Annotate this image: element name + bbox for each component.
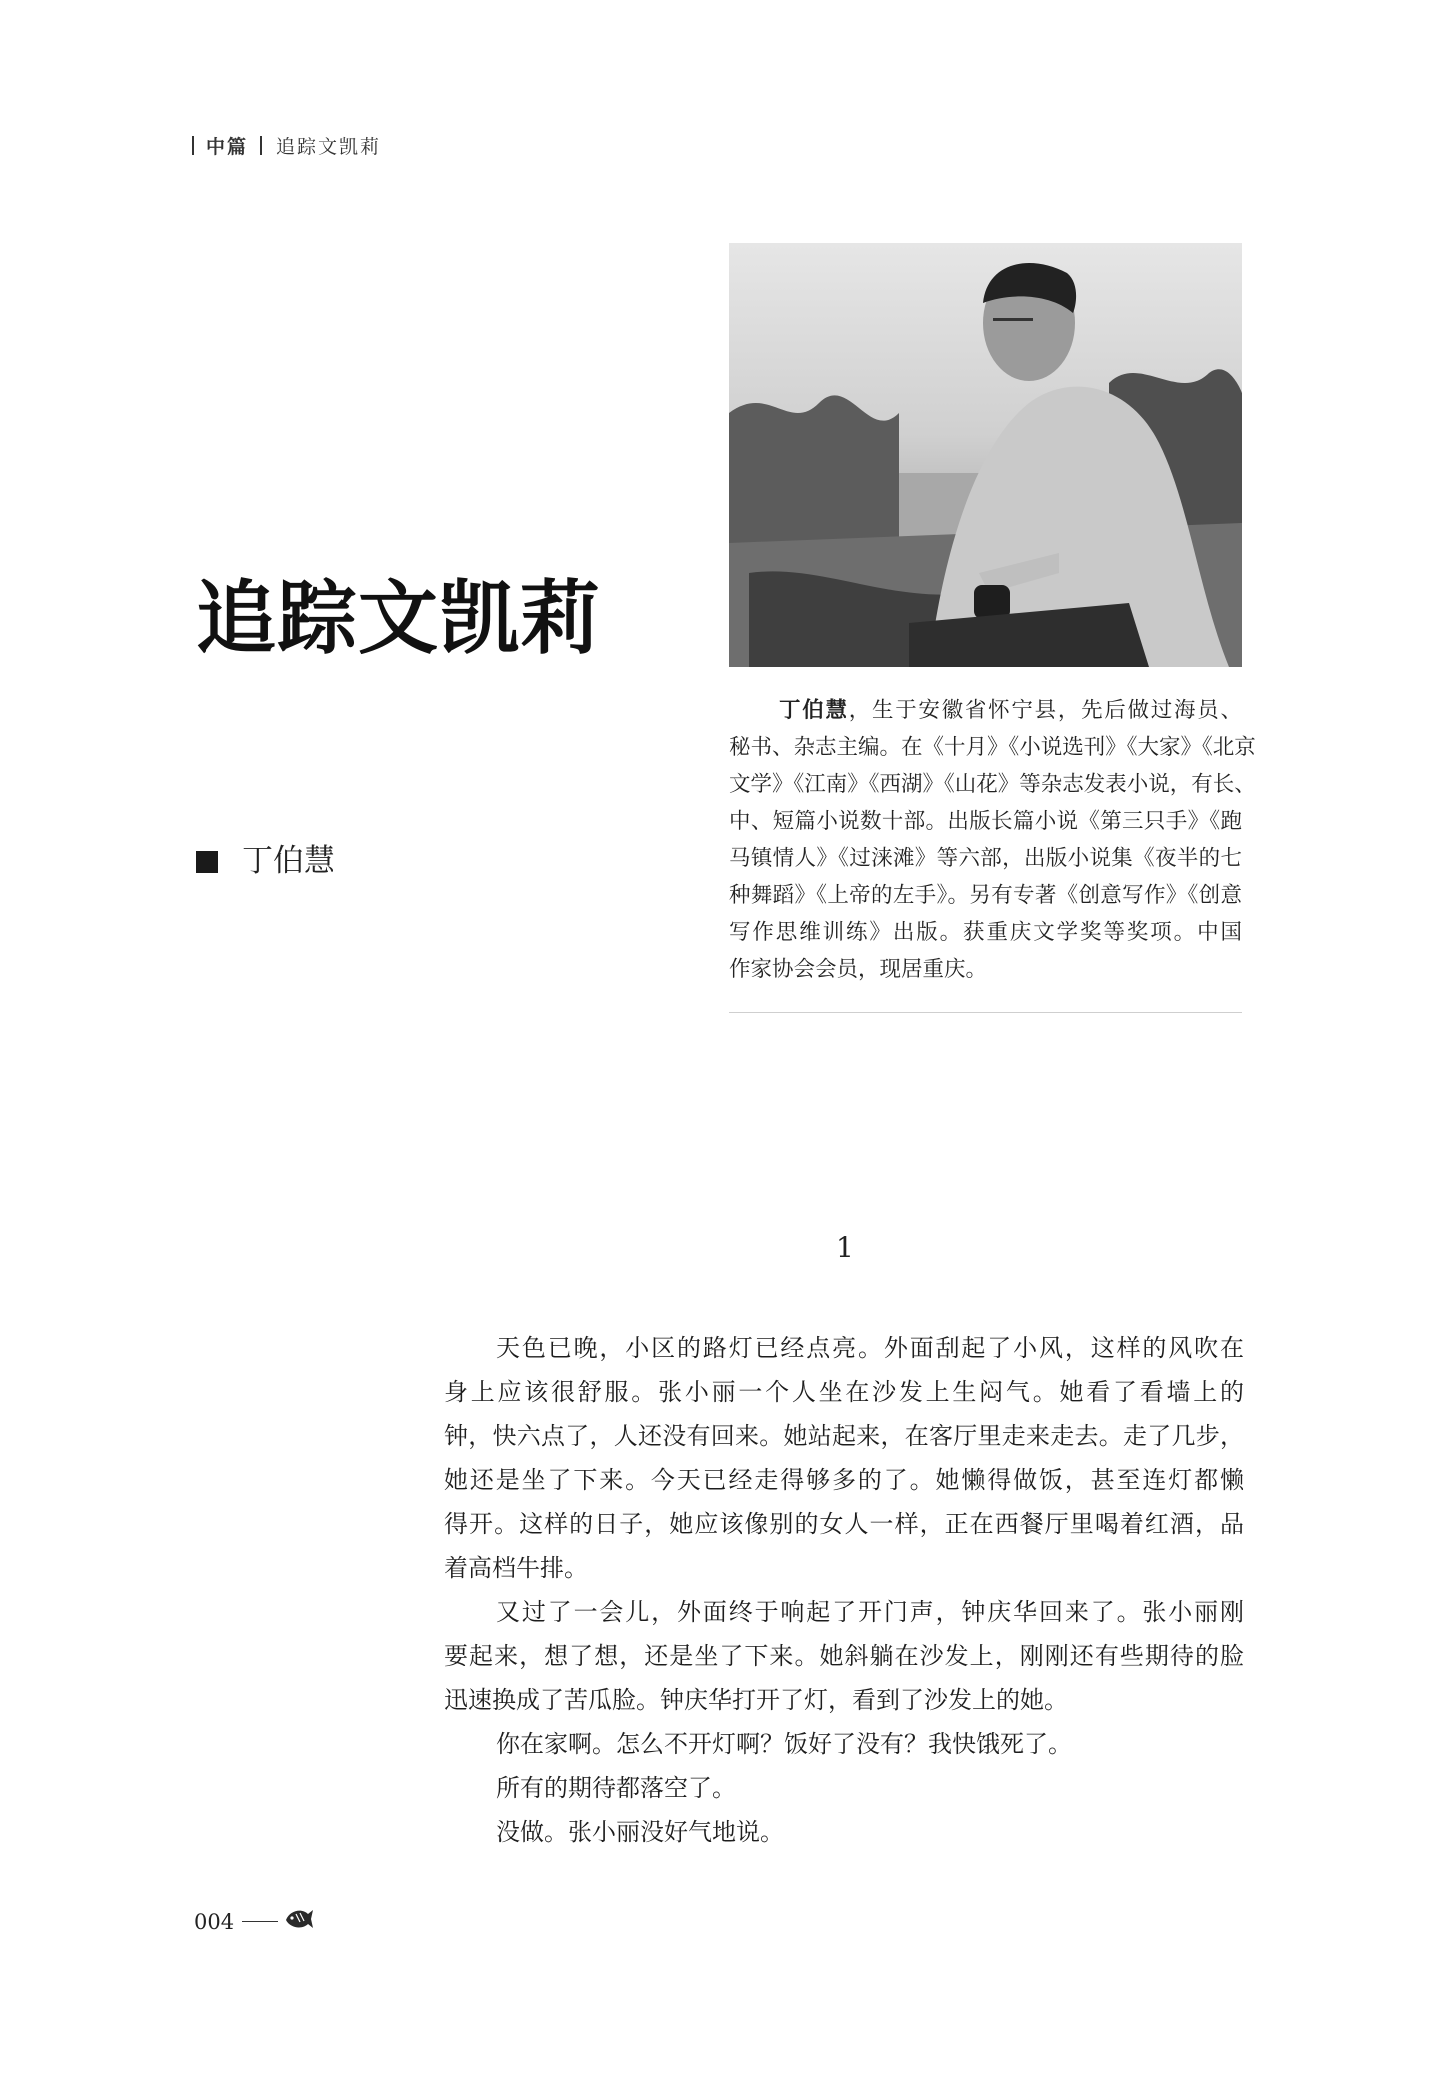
byline-square-icon	[196, 851, 218, 873]
body-line: 没做。张小丽没好气地说。	[496, 1818, 784, 1846]
body-line: 要起来，想了想，还是坐了下来。她斜躺在沙发上，刚刚还有些期待的脸	[444, 1642, 1244, 1670]
byline	[196, 843, 335, 879]
body-line: 所有的期待都落空了。	[496, 1774, 736, 1802]
chapter-number: 1	[836, 1231, 854, 1264]
body-line: 她还是坐了下来。今天已经走得够多的了。她懒得做饭，甚至连灯都懒	[444, 1466, 1244, 1494]
header-title: 追踪文凯莉	[276, 136, 382, 158]
footer-rule	[242, 1921, 278, 1922]
bio-line: 马镇情人》《过涞滩》等六部，出版小说集《夜半的七	[729, 846, 1242, 871]
page-number: 004	[194, 1909, 235, 1934]
bio-divider	[729, 1012, 1242, 1013]
bio-line: 作家协会会员，现居重庆。	[729, 957, 988, 982]
body-text	[444, 1326, 1244, 1854]
body-line: 着高档牛排。	[444, 1554, 588, 1582]
header-divider-right	[260, 136, 262, 155]
bio-line: 丁伯慧，生于安徽省怀宁县，先后做过海员、	[779, 698, 1242, 723]
body-line: 迅速换成了苦瓜脸。钟庆华打开了灯，看到了沙发上的她。	[444, 1686, 1068, 1714]
header-divider-left	[192, 136, 194, 155]
body-line: 你在家啊。怎么不开灯啊？饭好了没有？我快饿死了。	[496, 1730, 1072, 1758]
bio-line: 种舞蹈》《上帝的左手》。另有专著《创意写作》《创意	[729, 883, 1242, 908]
body-line: 又过了一会儿，外面终于响起了开门声，钟庆华回来了。张小丽刚	[496, 1598, 1244, 1626]
page-footer	[194, 1906, 314, 1937]
body-line: 钟，快六点了，人还没有回来。她站起来，在客厅里走来走去。走了几步，	[444, 1422, 1244, 1450]
bio-line: 写作思维训练》出版。获重庆文学奖等奖项。中国	[729, 920, 1242, 945]
bio-line: 文学》《江南》《西湖》《山花》等杂志发表小说，有长、	[729, 772, 1256, 797]
header-section-label: 中篇	[206, 136, 249, 158]
body-line: 得开。这样的日子，她应该像别的女人一样，正在西餐厅里喝着红酒，品	[444, 1510, 1244, 1538]
author-bio	[729, 692, 1256, 988]
article-title: 追踪文凯莉	[196, 571, 601, 665]
bio-author-name: 丁伯慧	[779, 698, 849, 723]
author-photo	[729, 243, 1242, 667]
fish-ornament-icon	[284, 1906, 314, 1937]
author-name: 丁伯慧	[242, 843, 335, 879]
body-line: 天色已晚，小区的路灯已经点亮。外面刮起了小风，这样的风吹在	[496, 1334, 1244, 1362]
body-line: 身上应该很舒服。张小丽一个人坐在沙发上生闷气。她看了看墙上的	[444, 1378, 1244, 1406]
running-header	[192, 132, 381, 159]
bio-line: 中、短篇小说数十部。出版长篇小说《第三只手》《跑	[729, 809, 1242, 834]
bio-line: 秘书、杂志主编。在《十月》《小说选刊》《大家》《北京	[729, 735, 1256, 760]
